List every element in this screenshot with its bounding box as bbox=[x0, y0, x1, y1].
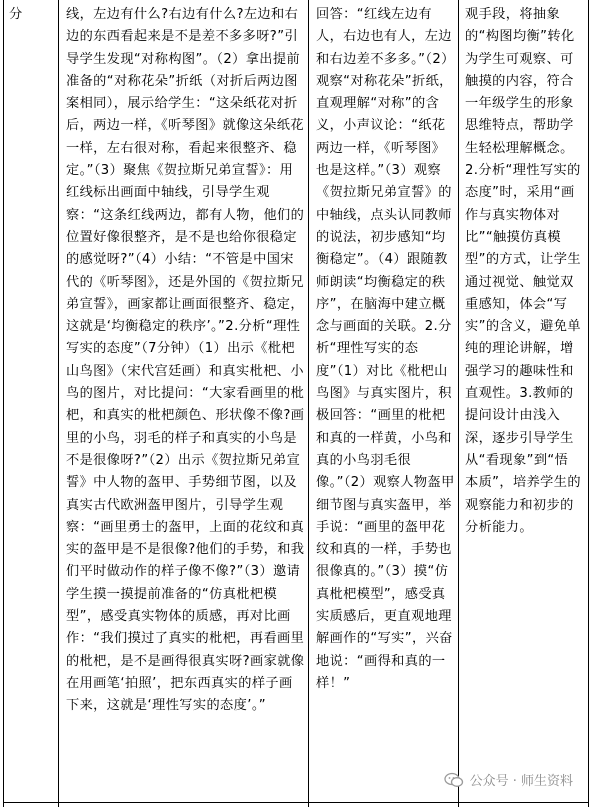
design-intent-text: 观手段，将抽象的“构图均衡”转化为学生可观察、可触摸的内容，符合一年级学生的形象思维特点，帮助学生轻松理解概念。2.分析“理性写实的态度”时，采用“画作与真实物体对比”“触摸仿真模型”的方式，让学生通过视觉、触觉双重感知，体会“写实”的含义，避免单纯的理论讲解，增强学习的趣味性和直观性。3.教师的提问设计由浅入深，逐步引导学生从“看现象”到“悟本质”，培养学生的观察能力和初步的分析能力。 bbox=[465, 7, 581, 535]
column-divider-2 bbox=[308, 0, 309, 807]
column-divider-1 bbox=[58, 0, 59, 807]
watermark bbox=[444, 770, 573, 789]
column-divider-3 bbox=[458, 0, 459, 807]
student-activity-text: 回答：“红线左边有人，右边也有人，左边和右边差不多多。”（2）观察“对称花朵”折纸，直观理解“对称”的含义，小声议论：“纸花两边一样，《听琴图》也是这样。”（3）观察《贺拉斯兄弟宣誓》的中轴线，点头认同教师的说法，初步感知“均衡稳定”。（4）跟随教师朗读“均衡稳定的秩序”，在脑海中建立概念与画面的关联。2.分析“理性写实的态度”（1）对比《枇杷山鸟图》与真实图片，积极回答：“画里的枇杷和真的一样黄，小鸟和真的小鸟羽毛很像。”（2）观察人物盔甲细节图与真实盔甲，举手说：“画里的盔甲花纹和真的一样，手势也很像真的。”（3）摸“仿真枇杷模型”，感受真实质感后，更直观地理解画作的“写实”，兴奋地说：“画得和真的一样！” bbox=[316, 7, 455, 691]
wechat-icon bbox=[444, 772, 464, 788]
stage-label: 分 bbox=[9, 7, 23, 22]
row-divider-bottom bbox=[3, 802, 589, 803]
table-border-left bbox=[3, 0, 4, 807]
teacher-activity-text: 线，左边有什么?右边有什么?左边和右边的东西看起来是不是差不多多呀?”引导学生发现“对称构图”。（2）拿出提前准备的“对称花朵”折纸（对折后两边图案相同），展示给学生：“这朵纸花对折后，两边一样，《听琴图》就像这朵纸花一样，左右很对称，看起来很整齐、稳定。”（3）聚焦《贺拉斯兄弟宣誓》：用红线标出画面中轴线，引导学生观察：“这条红线两边，都有人物，他们的位置好像很整齐，是不是也给你很稳定的感觉呀?”（4）小结：“不管是中国宋代的《听琴图》，还是外国的《贺拉斯兄弟宣誓》，画家都让画面很整齐、稳定，这就是‘均衡稳定的秩序’。”2.分析“理性写实的态度”（7分钟）（1）出示《枇杷山鸟图》（宋代宫廷画）和真实枇杷、小鸟的图片，对比提问：“大家看画里的枇杷，和真实的枇杷颜色、形状像不像?画里的小鸟，羽毛的样子和真实的小鸟是不是很像呀?”（2）出示《贺拉斯兄弟宣誓》中人物的盔甲、手势细节图，以及真实古代欧洲盔甲图片，引导学生观察：“画里勇士的盔甲，上面的花纹和真实的盔甲是不是很像?他们的手势，和我们平时做动作的样子像不像?”（3）邀请学生摸一摸提前准备的“仿真枇杷模型”，感受真实物体的质感，再对比画作：“我们摸过了真实的枇杷，再看画里的枇杷，是不是画得很真实呀?画家就像在用画笔‘拍照’，把东西真实的样子画下来，这就是‘理性写实的态度’。” bbox=[66, 7, 305, 714]
lesson-table bbox=[3, 0, 589, 807]
table-border-right bbox=[588, 0, 589, 807]
watermark-text: 公众号 · 师生资料 bbox=[469, 774, 573, 789]
